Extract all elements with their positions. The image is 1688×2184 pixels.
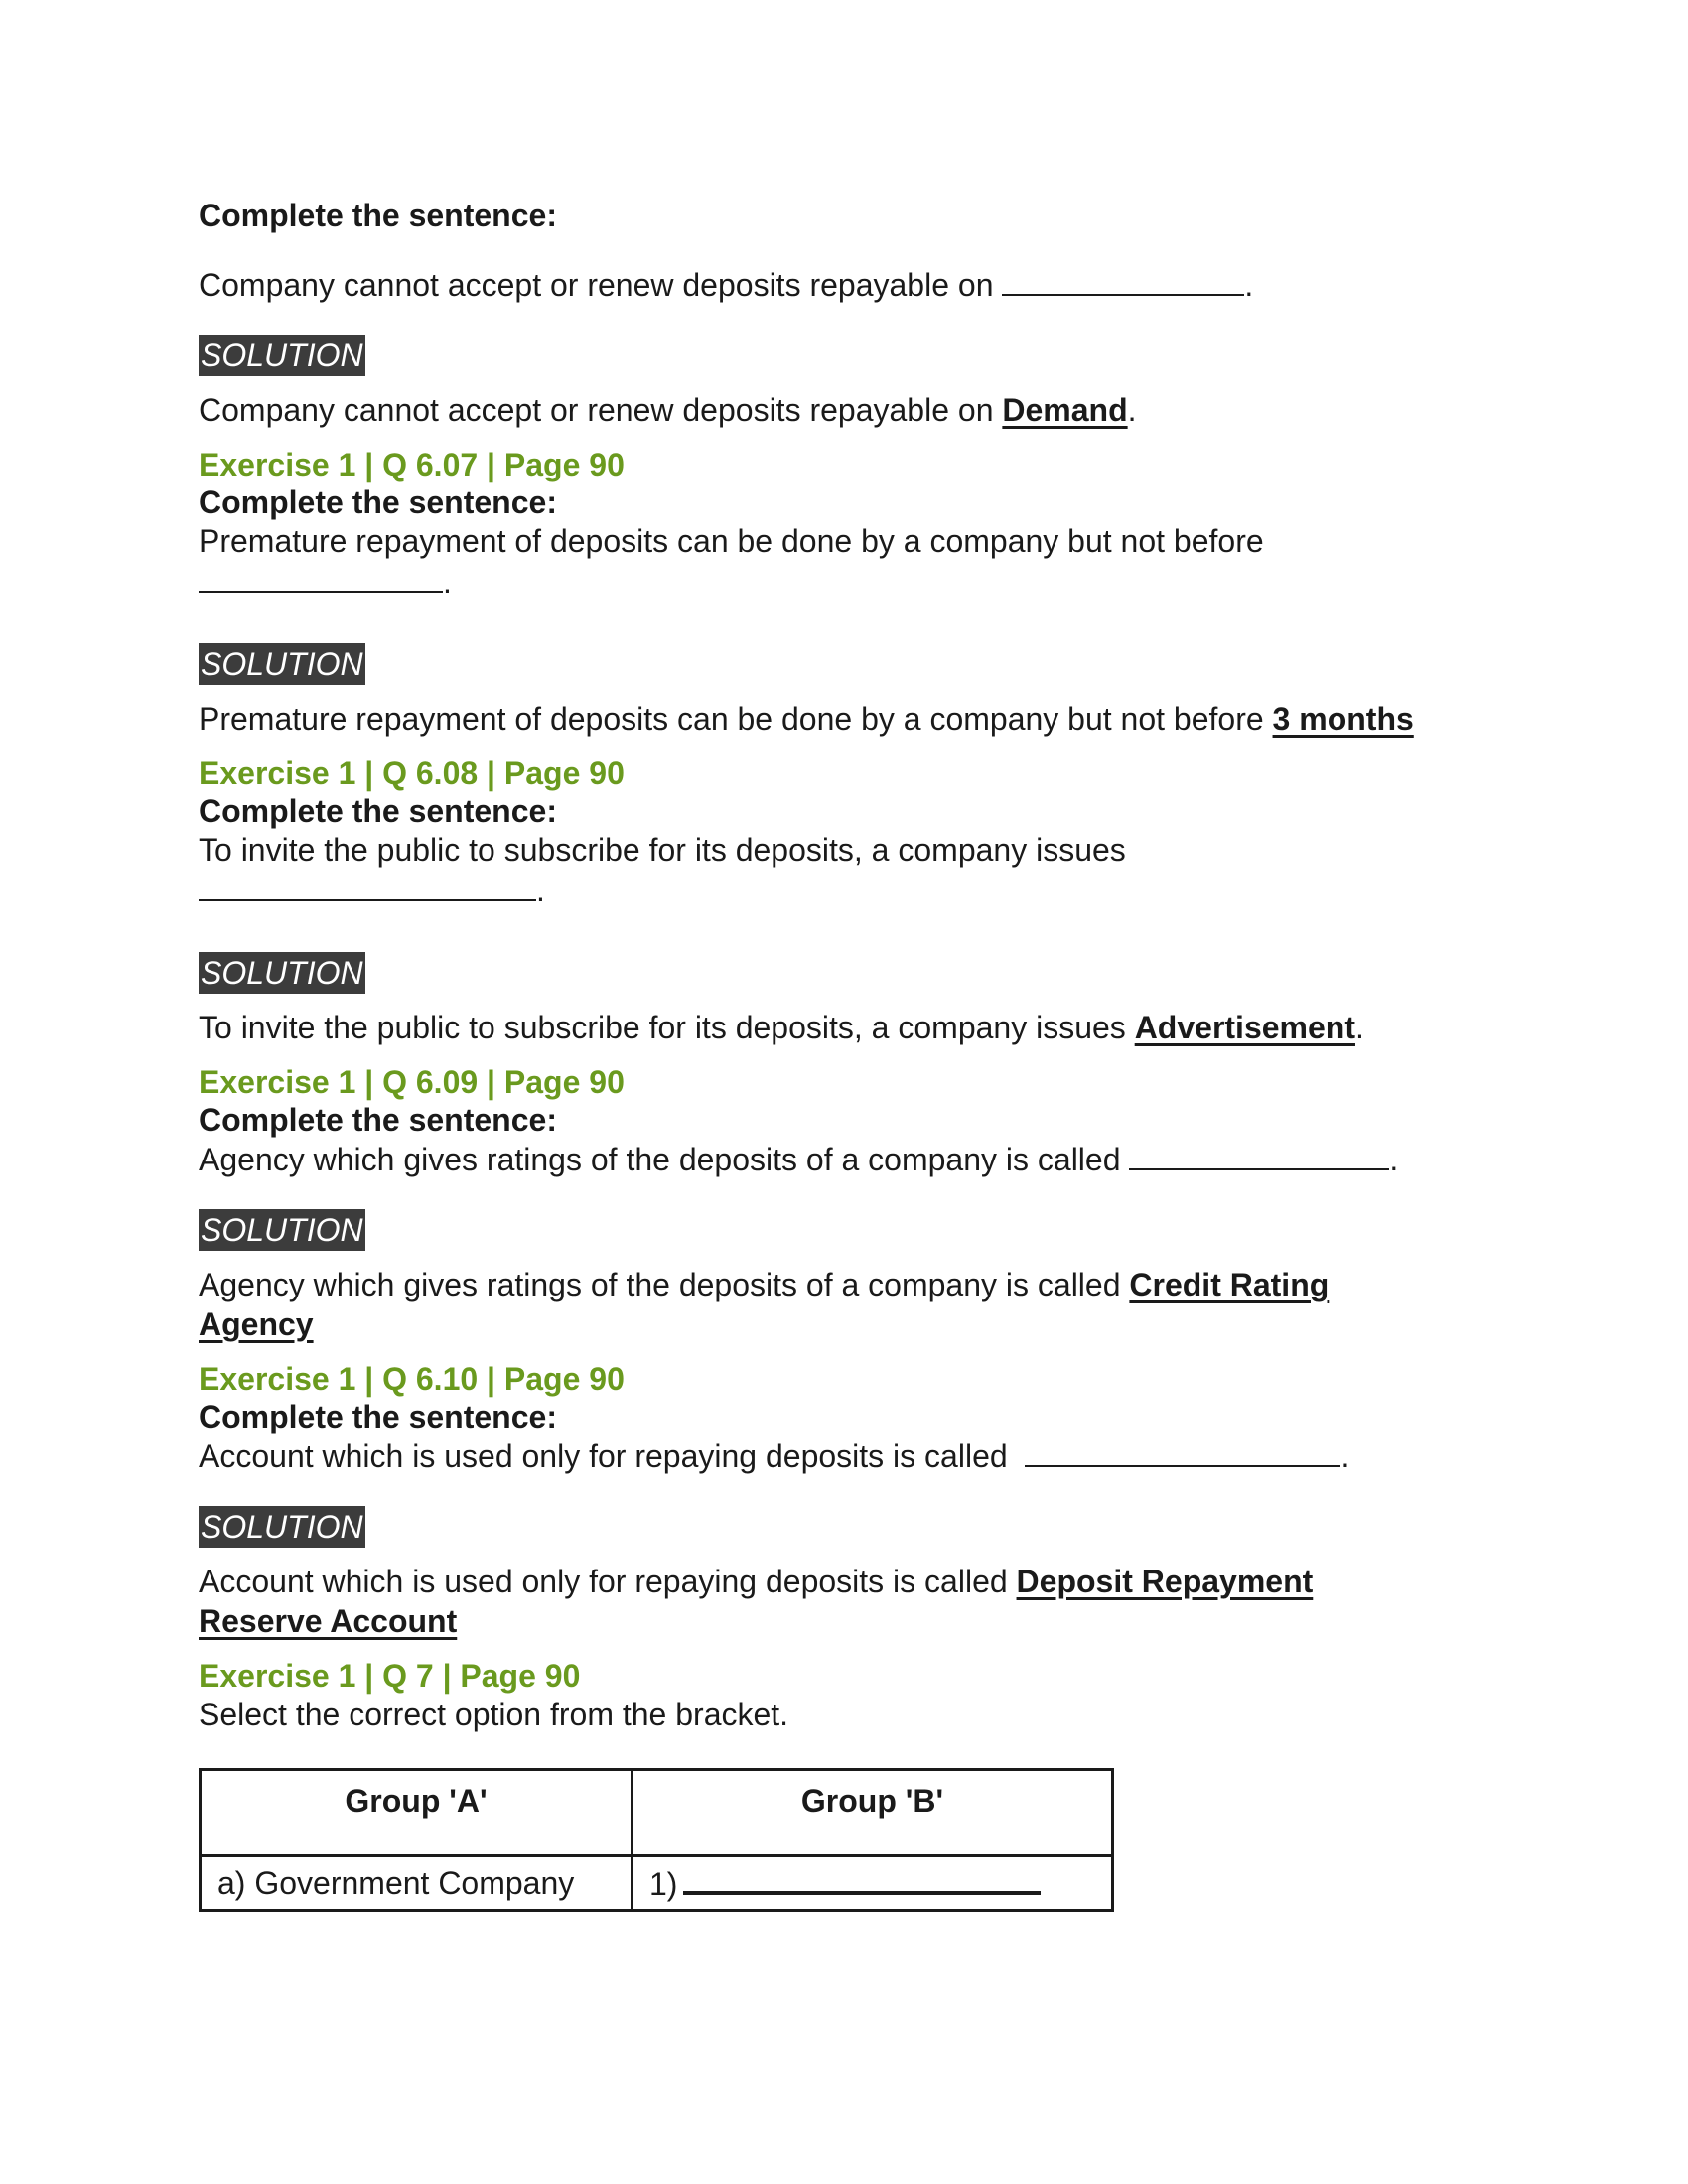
solution-answer: Advertisement bbox=[1134, 1010, 1355, 1045]
question-sentence: To invite the public to subscribe for its deposits, a company issues bbox=[199, 832, 1126, 868]
answer-blank bbox=[199, 561, 443, 593]
answer-blank bbox=[683, 1863, 1041, 1895]
option-number: 1) bbox=[649, 1866, 678, 1902]
answer-blank bbox=[1129, 1139, 1389, 1170]
period: . bbox=[1244, 267, 1254, 303]
solution-sentence: Account which is used only for repaying deposits is called bbox=[199, 1564, 1008, 1599]
exercise-reference: Exercise 1 | Q 6.07 | Page 90 bbox=[199, 447, 625, 482]
table-cell-group-a: a) Government Company bbox=[201, 1856, 633, 1911]
solution-answer: 3 months bbox=[1272, 701, 1414, 737]
question-sentence: Company cannot accept or renew deposits repayable on bbox=[199, 267, 994, 303]
question-sentence: Agency which gives ratings of the deposits of a company is called bbox=[199, 1142, 1121, 1177]
question-text bbox=[199, 1435, 1489, 1476]
matching-table bbox=[199, 1768, 1114, 1912]
solution-sentence: To invite the public to subscribe for its deposits, a company issues bbox=[199, 1010, 1126, 1045]
solution-label: SOLUTION bbox=[199, 952, 365, 994]
prompt-heading: Complete the sentence: bbox=[199, 1399, 557, 1434]
solution-text bbox=[199, 390, 1489, 430]
period: . bbox=[1389, 1142, 1399, 1177]
solution-sentence: Premature repayment of deposits can be done by a company but not before bbox=[199, 701, 1264, 737]
instruction-text: Select the correct option from the bracket. bbox=[199, 1697, 789, 1732]
solution-answer: Demand bbox=[1002, 392, 1128, 428]
answer-blank bbox=[199, 870, 536, 901]
question-sentence: Account which is used only for repaying deposits is called bbox=[199, 1438, 1008, 1474]
prompt-heading: Complete the sentence: bbox=[199, 793, 557, 829]
column-header-group-a: Group 'A' bbox=[201, 1770, 633, 1856]
solution-sentence: Company cannot accept or renew deposits repayable on bbox=[199, 392, 994, 428]
solution-label: SOLUTION bbox=[199, 1506, 365, 1548]
exercise-reference: Exercise 1 | Q 6.08 | Page 90 bbox=[199, 755, 625, 791]
period: . bbox=[536, 873, 545, 908]
solution-text bbox=[199, 1265, 1410, 1344]
solution-text bbox=[199, 699, 1489, 739]
exercise-reference: Exercise 1 | Q 6.09 | Page 90 bbox=[199, 1064, 625, 1100]
solution-answer: Credit Rating Agency bbox=[199, 1267, 1330, 1342]
question-sentence: Premature repayment of deposits can be done by a company but not before bbox=[199, 523, 1264, 559]
question-text bbox=[199, 830, 1489, 910]
period: . bbox=[1127, 392, 1137, 428]
solution-label: SOLUTION bbox=[199, 335, 365, 376]
prompt-heading: Complete the sentence: bbox=[199, 484, 557, 520]
prompt-heading: Complete the sentence: bbox=[199, 198, 557, 233]
period: . bbox=[1340, 1438, 1350, 1474]
exercise-reference: Exercise 1 | Q 7 | Page 90 bbox=[199, 1658, 581, 1694]
solution-sentence: Agency which gives ratings of the deposits of a company is called bbox=[199, 1267, 1121, 1302]
document-page bbox=[199, 197, 1489, 1912]
solution-text bbox=[199, 1008, 1489, 1047]
period: . bbox=[1354, 1010, 1364, 1045]
solution-text bbox=[199, 1562, 1410, 1641]
question-text bbox=[199, 1139, 1489, 1179]
solution-answer: Deposit Repayment Reserve Account bbox=[199, 1564, 1314, 1639]
answer-blank bbox=[1025, 1435, 1340, 1467]
question-text bbox=[199, 521, 1489, 602]
prompt-heading: Complete the sentence: bbox=[199, 1102, 557, 1138]
period: . bbox=[443, 564, 452, 600]
solution-label: SOLUTION bbox=[199, 643, 365, 685]
question-text bbox=[199, 264, 1489, 305]
answer-blank bbox=[1002, 264, 1244, 296]
solution-label: SOLUTION bbox=[199, 1209, 365, 1251]
exercise-reference: Exercise 1 | Q 6.10 | Page 90 bbox=[199, 1361, 625, 1397]
table-row bbox=[201, 1856, 1113, 1911]
column-header-group-b: Group 'B' bbox=[633, 1770, 1113, 1856]
table-header-row bbox=[201, 1770, 1113, 1856]
table-cell-group-b bbox=[633, 1856, 1113, 1911]
